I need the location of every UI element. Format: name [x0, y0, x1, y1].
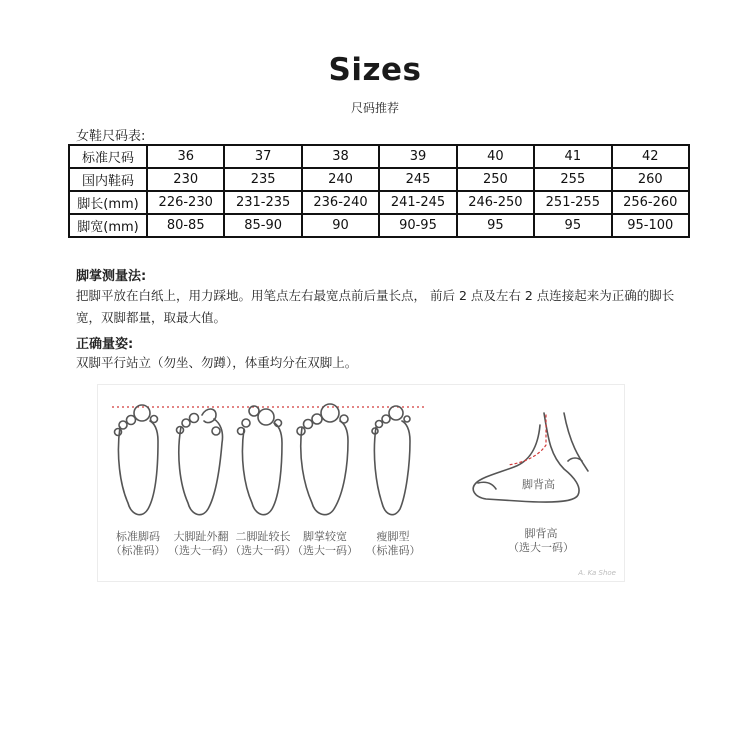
table-cell: 80-85 [147, 214, 224, 237]
foot-caption-long-second-toe [228, 530, 298, 558]
table-cell: 230 [147, 168, 224, 191]
table-row [69, 191, 689, 214]
instep-caption-label: 脚背高 [524, 527, 558, 540]
row-label: 国内鞋码 [69, 168, 147, 191]
foot-type-advice: （选大一码） [230, 544, 296, 557]
table-cell: 95 [457, 214, 534, 237]
row-label: 标准尺码 [69, 145, 147, 168]
table-cell: 231-235 [224, 191, 301, 214]
table-cell: 42 [612, 145, 689, 168]
table-cell: 95-100 [612, 214, 689, 237]
foot-caption-slim [358, 530, 428, 558]
table-cell: 40 [457, 145, 534, 168]
foot-type-label: 大脚趾外翻 [173, 530, 229, 543]
foot-types-illustration [97, 384, 625, 582]
table-cell: 246-250 [457, 191, 534, 214]
table-row [69, 145, 689, 168]
foot-type-label: 二脚趾较长 [235, 530, 291, 543]
table-cell: 241-245 [379, 191, 456, 214]
size-table [68, 144, 690, 238]
foot-caption-wide [290, 530, 360, 558]
standard-foot-icon [115, 405, 159, 515]
instep-caption-advice: （选大一码） [508, 541, 574, 554]
table-cell: 256-260 [612, 191, 689, 214]
foot-type-label: 标准脚码 [116, 530, 160, 543]
foot-type-advice: （标准码） [365, 544, 421, 557]
row-label: 脚宽(mm) [69, 214, 147, 237]
table-cell: 90-95 [379, 214, 456, 237]
table-cell: 255 [534, 168, 611, 191]
page-title: Sizes [328, 52, 422, 88]
posture-text: 双脚平行站立（勿坐、勿蹲），体重均分在双脚上。 [76, 355, 358, 370]
table-cell: 38 [302, 145, 379, 168]
table-cell: 90 [302, 214, 379, 237]
instep-inline-label: 脚背高 [522, 478, 555, 491]
foot-caption-bunion [166, 530, 236, 558]
table-cell: 240 [302, 168, 379, 191]
posture-title: 正确量姿: [76, 337, 134, 352]
foot-type-advice: （标准码） [110, 544, 166, 557]
table-cell: 36 [147, 145, 224, 168]
table-cell: 41 [534, 145, 611, 168]
table-cell: 226-230 [147, 191, 224, 214]
long-second-toe-foot-icon [238, 406, 283, 515]
table-cell: 250 [457, 168, 534, 191]
foot-type-label: 脚掌较宽 [303, 530, 347, 543]
instep-caption [501, 527, 581, 555]
table-cell: 260 [612, 168, 689, 191]
table-cell: 245 [379, 168, 456, 191]
page-subtitle: 尺码推荐 [350, 101, 399, 115]
foot-type-advice: （选大一码） [292, 544, 358, 557]
foot-caption-standard [103, 530, 173, 558]
slim-foot-icon [372, 406, 410, 515]
table-cell: 37 [224, 145, 301, 168]
table-cell: 95 [534, 214, 611, 237]
row-label: 脚长(mm) [69, 191, 147, 214]
watermark: A. Ka Shoe [578, 569, 616, 577]
table-row [69, 168, 689, 191]
measurement-text: 把脚平放在白纸上，用力踩地。用笔点左右最宽点前后量长点， 前后 2 点及左右 2 点连接起来为正确的脚长宽，双脚都量，取最大值。 [76, 288, 675, 325]
table-cell: 85-90 [224, 214, 301, 237]
foot-type-advice: （选大一码） [168, 544, 234, 557]
size-table-heading: 女鞋尺码表: [76, 129, 146, 144]
foot-type-label: 瘦脚型 [376, 530, 410, 543]
table-cell: 39 [379, 145, 456, 168]
bunion-foot-icon [177, 409, 223, 515]
table-cell: 236-240 [302, 191, 379, 214]
table-cell: 235 [224, 168, 301, 191]
table-row [69, 214, 689, 237]
wide-foot-icon [297, 404, 348, 515]
table-cell: 251-255 [534, 191, 611, 214]
measurement-title: 脚掌测量法: [76, 269, 147, 284]
